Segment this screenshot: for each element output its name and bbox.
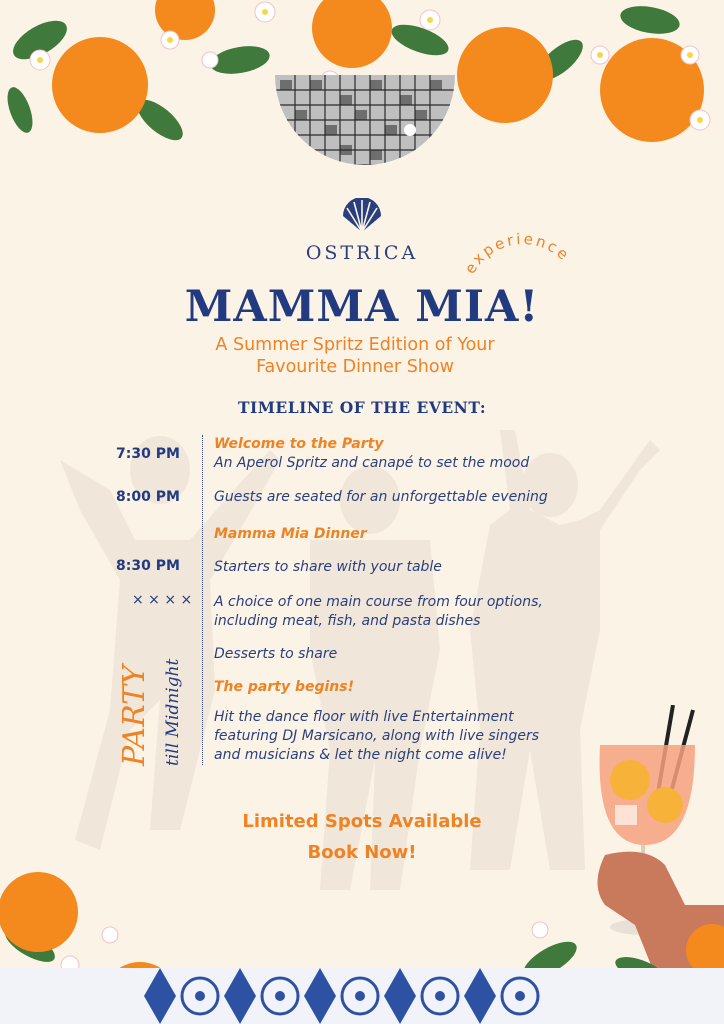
subtitle-line-1: A Summer Spritz Edition of Your	[215, 335, 495, 355]
svg-text:experience	[461, 230, 574, 277]
timeline-heading: TIMELINE OF THE EVENT:	[237, 398, 487, 417]
timeline-item-text: Hit the dance floor with live Entertainment	[214, 709, 514, 725]
timeline-time: 8:30 PM	[116, 558, 180, 574]
timeline-item-text: and musicians & let the night come alive!	[214, 747, 507, 763]
brand-name: OSTRICA	[305, 242, 419, 264]
till-midnight-text: till Midnight	[163, 658, 183, 766]
party-text: PARTY	[117, 665, 152, 766]
timeline-item-title: Mamma Mia Dinner	[214, 526, 367, 542]
timeline-item-text: An Aperol Spritz and canapé to set the mood	[214, 455, 530, 471]
timeline-divider	[202, 435, 203, 765]
timeline-item-title: Welcome to the Party	[214, 436, 384, 452]
shell-logo-icon	[0, 198, 724, 238]
timeline-time: 8:00 PM	[116, 489, 180, 505]
disco-ball-illustration	[270, 55, 460, 185]
timeline-item-title: The party begins!	[214, 679, 354, 695]
timeline-item-text: including meat, fish, and pasta dishes	[214, 613, 481, 629]
decorative-stars: × × × ×	[132, 592, 192, 608]
limited-spots-text: Limited Spots Available	[242, 811, 482, 832]
timeline-item-text: Starters to share with your table	[214, 559, 442, 575]
timeline-item-text: Guests are seated for an unforgettable evening	[214, 489, 548, 505]
timeline-item-text: Desserts to share	[214, 646, 338, 662]
subtitle-line-2: Favourite Dinner Show	[256, 357, 454, 377]
party-till-midnight-badge	[112, 590, 192, 770]
blue-tile-pattern-border	[0, 968, 724, 1024]
timeline-item-text: featuring DJ Marsicano, along with live singers	[214, 728, 540, 744]
timeline-time: 7:30 PM	[116, 446, 180, 462]
experience-tag: experience	[460, 230, 574, 278]
event-title: MAMMA MIA!	[184, 282, 540, 332]
event-subtitle	[170, 334, 540, 378]
book-now-link[interactable]: Book Now!	[307, 842, 417, 863]
timeline-item-text: A choice of one main course from four options,	[214, 594, 543, 610]
